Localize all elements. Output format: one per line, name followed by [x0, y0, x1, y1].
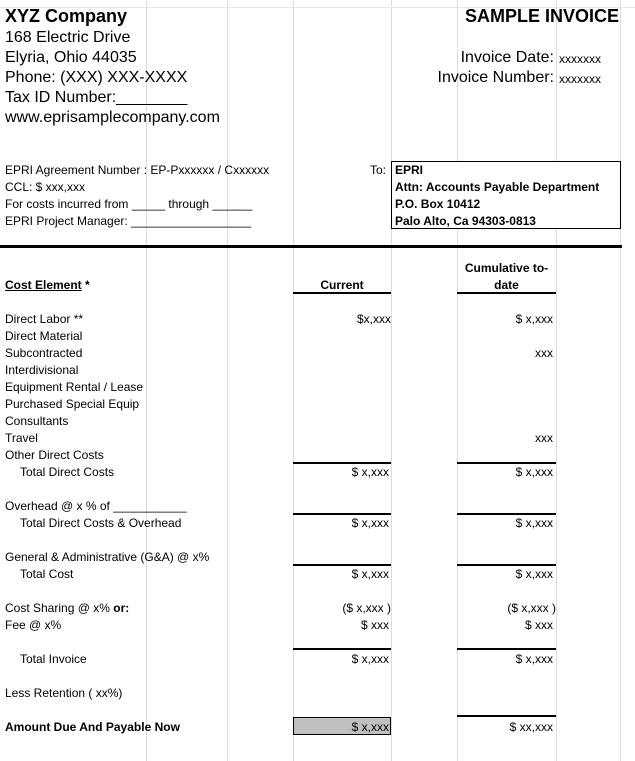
agreement-project-manager: EPRI Project Manager: __________________: [5, 214, 252, 228]
col-header-cumulative-1: Cumulative to-: [464, 261, 549, 275]
row-direct-labor-cumulative: $ x,xxx: [515, 312, 553, 326]
row-total-direct-overhead-current: $ x,xxx: [351, 516, 389, 530]
col-header-current-underline: [293, 292, 391, 294]
row-total-direct-cumulative: $ x,xxx: [515, 465, 553, 479]
row-amount-due-cumulative: $ xx,xxx: [509, 720, 553, 734]
header-separator: [0, 245, 622, 248]
subtotal-line-current: [293, 462, 391, 464]
ga-line-cumulative: [457, 564, 556, 566]
row-ga-label: General & Administrative (G&A) @ x%: [5, 550, 210, 564]
to-line-4: Palo Alto, Ca 94303-0813: [395, 214, 536, 228]
row-total-invoice-current: $ x,xxx: [351, 652, 389, 666]
invoice-date-value: xxxxxxx: [559, 52, 601, 66]
invoice-title: SAMPLE INVOICE: [464, 6, 619, 26]
to-label: To:: [370, 163, 387, 177]
ga-line-current: [293, 564, 391, 566]
col-header-cumulative-underline: [457, 292, 556, 294]
row-purchased-equip-label: Purchased Special Equip: [5, 397, 140, 411]
row-interdivisional-label: Interdivisional: [5, 363, 79, 377]
row-fee-label: Fee @ x%: [5, 618, 62, 632]
overhead-line-current: [293, 513, 391, 515]
row-cost-sharing-label: [5, 601, 129, 615]
row-cost-sharing-current: ($ x,xxx ): [342, 601, 391, 615]
row-travel-cumulative: xxx: [535, 431, 553, 445]
invoice-line-current: [293, 648, 391, 650]
row-amount-due-label: Amount Due And Payable Now: [5, 720, 180, 734]
row-fee-cumulative: $ xxx: [524, 618, 553, 632]
company-street: 168 Electric Drive: [5, 29, 131, 46]
col-header-cost-element: [5, 278, 90, 292]
invoice-number-label: Invoice Number:: [437, 69, 554, 86]
company-phone: Phone: (XXX) XXX-XXXX: [5, 69, 188, 86]
row-total-cost-label: Total Cost: [20, 567, 74, 581]
agreement-cost-period: For costs incurred from _____ through ______: [5, 197, 253, 211]
row-total-cost-current: $ x,xxx: [351, 567, 389, 581]
row-retention-label: Less Retention ( xx%): [5, 686, 123, 700]
row-amount-due-current: $ x,xxx: [351, 720, 389, 734]
row-direct-labor-label: Direct Labor **: [5, 312, 84, 326]
col-header-cost-element-note: *: [81, 278, 90, 292]
to-line-2: Attn: Accounts Payable Department: [395, 180, 600, 194]
due-line-cumulative: [457, 715, 556, 717]
row-cost-sharing-or: or:: [113, 601, 130, 615]
invoice-line-cumulative: [457, 648, 556, 650]
row-consultants-label: Consultants: [5, 414, 69, 428]
row-total-direct-label: Total Direct Costs: [20, 465, 115, 479]
row-subcontracted-label: Subcontracted: [5, 346, 83, 360]
row-direct-material-label: Direct Material: [5, 329, 83, 343]
row-cost-sharing-prefix: Cost Sharing @ x%: [5, 601, 114, 615]
row-cost-sharing-cumulative: ($ x,xxx ): [507, 601, 556, 615]
agreement-number: EPRI Agreement Number : EP-Pxxxxxx / Cxxxxxx: [5, 163, 270, 177]
invoice-date-label: Invoice Date:: [460, 49, 554, 66]
row-fee-current: $ xxx: [360, 618, 389, 632]
col-header-cost-element-label: Cost Element: [5, 278, 82, 292]
company-name: XYZ Company: [5, 6, 128, 26]
col-header-cumulative-2: date: [494, 278, 519, 292]
row-direct-labor-current: $x,xxx: [356, 312, 391, 326]
row-equipment-rental-label: Equipment Rental / Lease: [5, 380, 144, 394]
row-other-direct-label: Other Direct Costs: [5, 448, 104, 462]
row-travel-label: Travel: [5, 431, 38, 445]
to-line-3: P.O. Box 10412: [395, 197, 481, 211]
to-line-1: EPRI: [395, 163, 424, 177]
row-total-direct-overhead-label: Total Direct Costs & Overhead: [20, 516, 182, 530]
row-total-cost-cumulative: $ x,xxx: [515, 567, 553, 581]
company-tax-id: Tax ID Number:________: [5, 89, 188, 106]
row-total-invoice-label: Total Invoice: [20, 652, 87, 666]
company-city: Elyria, Ohio 44035: [5, 49, 137, 66]
col-header-current: Current: [320, 278, 364, 292]
invoice-number-value: xxxxxxx: [559, 72, 601, 86]
overhead-line-cumulative: [457, 513, 556, 515]
to-address-box: [391, 161, 621, 229]
company-website: www.eprisamplecompany.com: [5, 109, 220, 126]
row-total-invoice-cumulative: $ x,xxx: [515, 652, 553, 666]
row-subcontracted-cumulative: xxx: [535, 346, 553, 360]
agreement-ccl: CCL: $ xxx,xxx: [5, 180, 86, 194]
row-total-direct-current: $ x,xxx: [351, 465, 389, 479]
row-total-direct-overhead-cumulative: $ x,xxx: [515, 516, 553, 530]
row-overhead-label: Overhead @ x % of ___________: [5, 499, 187, 513]
subtotal-line-cumulative: [457, 462, 556, 464]
